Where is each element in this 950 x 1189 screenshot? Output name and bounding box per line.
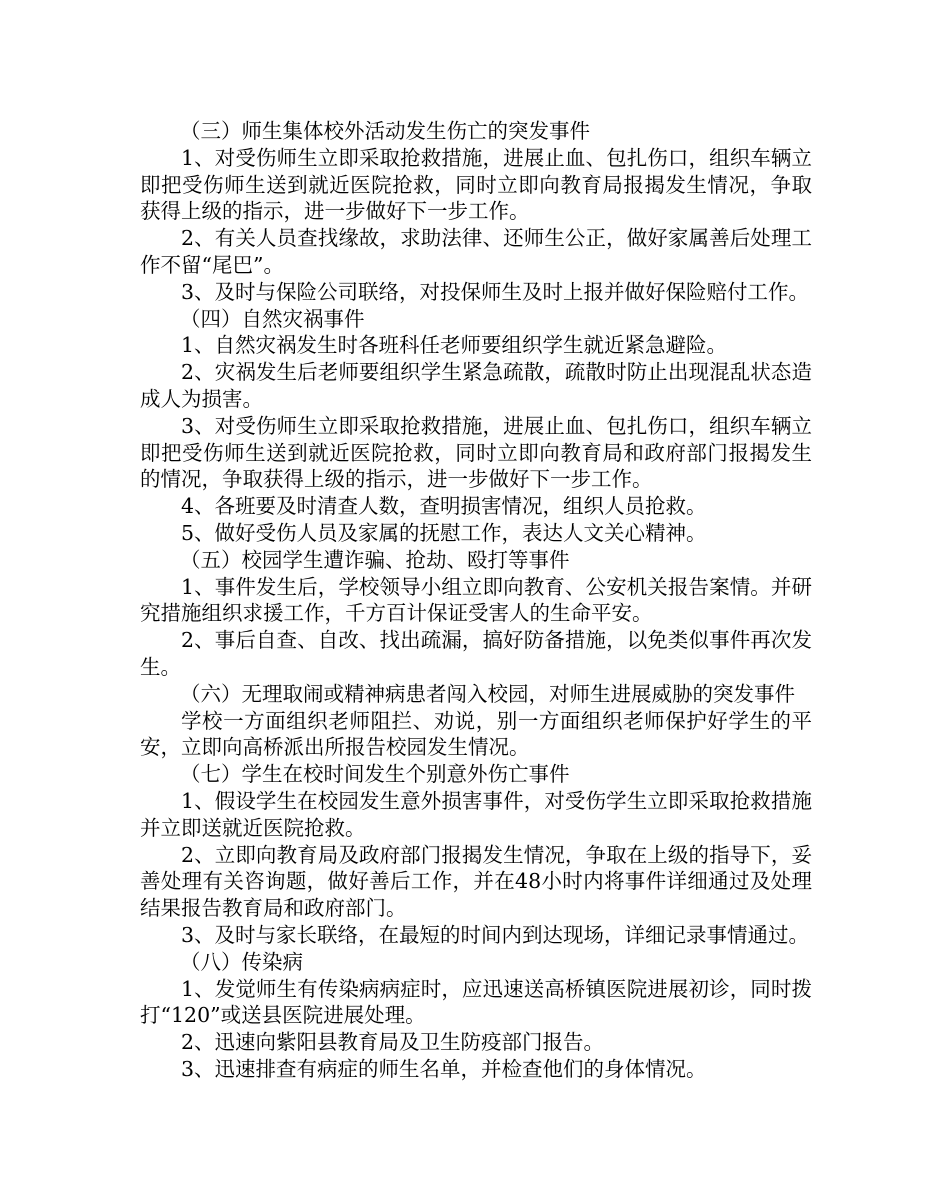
paragraph: 1、自然灾祸发生时各班科任老师要组织学生就近紧急避险。 — [181, 333, 728, 358]
paragraph: 2、事后自查、自改、找出疏漏，搞好防备措施，以免类似事件再次发生。 — [140, 628, 812, 679]
paragraph: 5、做好受伤人员及家属的抚慰工作，表达人文关心精神。 — [181, 520, 707, 545]
section-6 — [140, 681, 812, 761]
section-heading: （四）自然灾祸事件 — [180, 306, 365, 331]
section-heading: （三）师生集体校外活动发生伤亡的突发事件 — [180, 119, 590, 143]
section-heading: （六）无理取闹或精神病患者闯入校园，对师生进展威胁的突发事件 — [180, 681, 795, 706]
paragraph: 2、灾祸发生后老师要组织学生紧急疏散，疏散时防止出现混乱状态造成人为损害。 — [140, 360, 812, 411]
section-8 — [140, 949, 812, 1083]
section-4 — [140, 306, 812, 547]
section-7 — [140, 761, 812, 949]
section-5 — [140, 547, 812, 681]
paragraph: 1、假设学生在校园发生意外损害事件，对受伤学生立即采取抢救措施并立即送就近医院抢救。 — [140, 788, 812, 840]
section-3 — [140, 118, 812, 306]
paragraph: 2、迅速向紫阳县教育局及卫生防疫部门报告。 — [181, 1030, 605, 1055]
paragraph: 3、及时与保险公司联络，对投保师生及时上报并做好保险赔付工作。 — [181, 279, 810, 304]
paragraph: 2、立即向教育局及政府部门报揭发生情况，争取在上级的指导下，妥善处理有关咨询题，做好善后工作，并在48小时内将事件详细通过及处理结果报告教育局和政府部门。 — [140, 842, 812, 921]
paragraph: 2、有关人员查找缘故，求助法律、还师生公正，做好家属善后处理工作不留“尾巴”。 — [140, 226, 812, 277]
paragraph: 1、事件发生后，学校领导小组立即向教育、公安机关报告案情。并研究措施组织求援工作，千方百计保证受害人的生命平安。 — [140, 574, 812, 626]
paragraph: 学校一方面组织老师阻拦、劝说，别一方面组织老师保护好学生的平安，立即向高桥派出所报告校园发生情况。 — [140, 708, 812, 760]
paragraph: 1、对受伤师生立即采取抢救措施，进展止血、包扎伤口，组织车辆立即把受伤师生送到就近医院抢救，同时立即向教育局报揭发生情况，争取获得上级的指示，进一步做好下一步工作。 — [140, 145, 812, 224]
paragraph: 4、各班要及时清查人数，查明损害情况，组织人员抢救。 — [181, 494, 707, 519]
paragraph: 3、迅速排查有病症的师生名单，并检查他们的身体情况。 — [181, 1056, 707, 1081]
section-heading: （七）学生在校时间发生个别意外伤亡事件 — [180, 762, 570, 787]
document-body — [140, 118, 812, 1083]
paragraph: 1、发觉师生有传染病病症时，应迅速送高桥镇医院进展初诊，同时拨打“120”或送县医院进展处理。 — [140, 976, 812, 1028]
paragraph: 3、及时与家长联络，在最短的时间内到达现场，详细记录事情通过。 — [181, 922, 810, 947]
paragraph: 3、对受伤师生立即采取抢救措施，进展止血、包扎伤口，组织车辆立即把受伤师生送到就近医院抢救，同时立即向教育局和政府部门报揭发生的情况，争取获得上级的指示，进一步做好下一步工作。 — [140, 413, 812, 492]
section-heading: （五）校园学生遭诈骗、抢劫、殴打等事件 — [180, 547, 570, 572]
section-heading: （八）传染病 — [180, 949, 303, 974]
